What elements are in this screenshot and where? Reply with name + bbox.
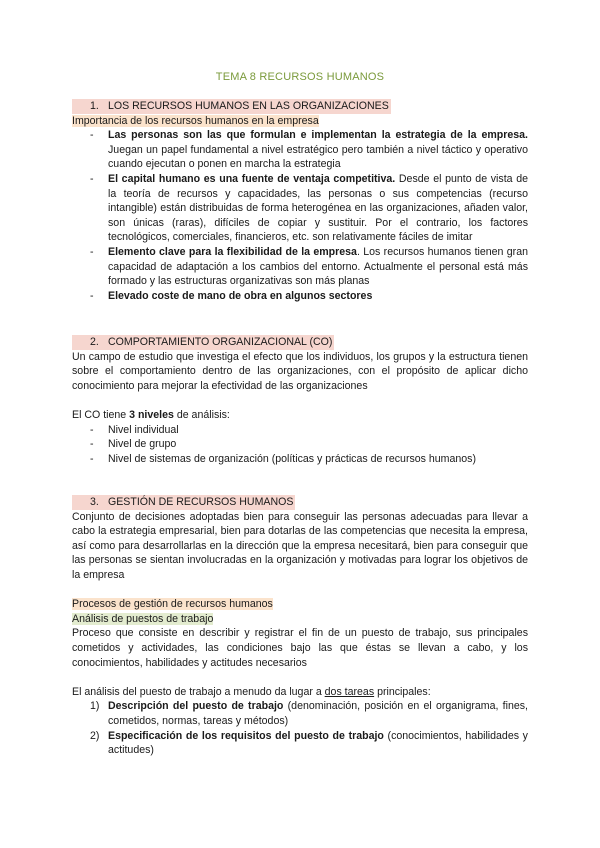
processes-heading: Procesos de gestión de recursos humanos bbox=[72, 598, 273, 611]
tasks-intro: El análisis del puesto de trabajo a menudo da lugar a dos tareas principales: bbox=[72, 685, 431, 698]
list-item: - Elemento clave para la flexibilidad de la empresa. Los recursos humanos tienen gran capacidad de adaptación a los cambios del entorno. Actualmente el personal está más formado y las estructuras organizativas son más planas bbox=[90, 245, 528, 288]
list-item: - Nivel de grupo bbox=[90, 438, 177, 451]
section-3-number: 3. bbox=[90, 496, 99, 508]
section-3-heading-text: GESTIÓN DE RECURSOS HUMANOS bbox=[108, 496, 294, 508]
list-item: 1) Descripción del puesto de trabajo (denominación, posición en el organigrama, fines, cometidos, normas, tareas y métodos) bbox=[90, 700, 528, 727]
section-1-heading-text: LOS RECURSOS HUMANOS EN LAS ORGANIZACIONES bbox=[108, 100, 389, 112]
list-item: 2) Especificación de los requisitos del puesto de trabajo (conocimientos, habilidades y actitudes) bbox=[90, 729, 528, 757]
section-2-heading bbox=[72, 335, 528, 350]
section-1 bbox=[72, 99, 528, 303]
levels-list bbox=[72, 423, 528, 467]
analysis-paragraph: Proceso que consiste en describir y registrar el fin de un puesto de trabajo, sus principales cometidos y actividades, las condiciones bajo las que éstas se llevan a cabo, y los conocimientos, habilidades y actitudes necesarios bbox=[72, 627, 528, 669]
section-3 bbox=[72, 495, 528, 758]
section-2-heading-text: COMPORTAMIENTO ORGANIZACIONAL (CO) bbox=[108, 336, 333, 348]
section-2-number: 2. bbox=[90, 336, 99, 348]
section-2-paragraph: Un campo de estudio que investiga el efecto que los individuos, los grupos y la estructura tienen sobre el comportamiento dentro de las organizaciones, con el propósito de aplicar dicho conocimiento para mejorar la efectividad de las organizaciones bbox=[72, 350, 528, 392]
list-item: - Nivel de sistemas de organización (políticas y prácticas de recursos humanos) bbox=[90, 452, 477, 465]
section-1-heading bbox=[72, 99, 528, 114]
section-1-list bbox=[72, 128, 528, 303]
analysis-heading: Análisis de puestos de trabajo bbox=[72, 612, 214, 625]
section-1-subheading: Importancia de los recursos humanos en la empresa bbox=[72, 114, 319, 127]
document-title: TEMA 8 RECURSOS HUMANOS bbox=[215, 71, 385, 83]
list-item: - Las personas son las que formulan e implementan la estrategia de la empresa. Juegan un papel fundamental a nivel estratégico pero también a nivel táctico y operativo cuando ejecutan o ponen en marcha la estrategia bbox=[90, 129, 528, 171]
levels-intro: El CO tiene 3 niveles de análisis: bbox=[72, 408, 230, 421]
list-item: - Elevado coste de mano de obra en algunos sectores bbox=[90, 289, 373, 302]
section-1-number: 1. bbox=[90, 100, 99, 112]
tasks-list bbox=[72, 699, 528, 757]
section-3-heading bbox=[72, 495, 528, 510]
list-item: - Nivel individual bbox=[90, 423, 179, 436]
section-2 bbox=[72, 335, 528, 466]
list-item: - El capital humano es una fuente de ventaja competitiva. Desde el punto de vista de la teoría de recursos y capacidades, las personas o sus competencias (recurso intangible) están distribuidas de forma heterogénea en las organizaciones, añaden valor, son únicas (raras), difíciles de copiar y sustituir. Por el contrario, los factores tecnológicos, comerciales, financieros, etc. son relativamente fáciles de imitar bbox=[90, 172, 528, 244]
section-3-paragraph: Conjunto de decisiones adoptadas bien para conseguir las personas adecuadas para llevar a cabo la estrategia empresarial, bien para dotarlas de las competencias que necesita la empresa, así como para desarrollarlas en la dirección que la empresa necesitará, bien para conseguir que las personas se sientan involucradas en la organización y motivadas para lograr los objetivos de la empresa bbox=[72, 510, 528, 581]
